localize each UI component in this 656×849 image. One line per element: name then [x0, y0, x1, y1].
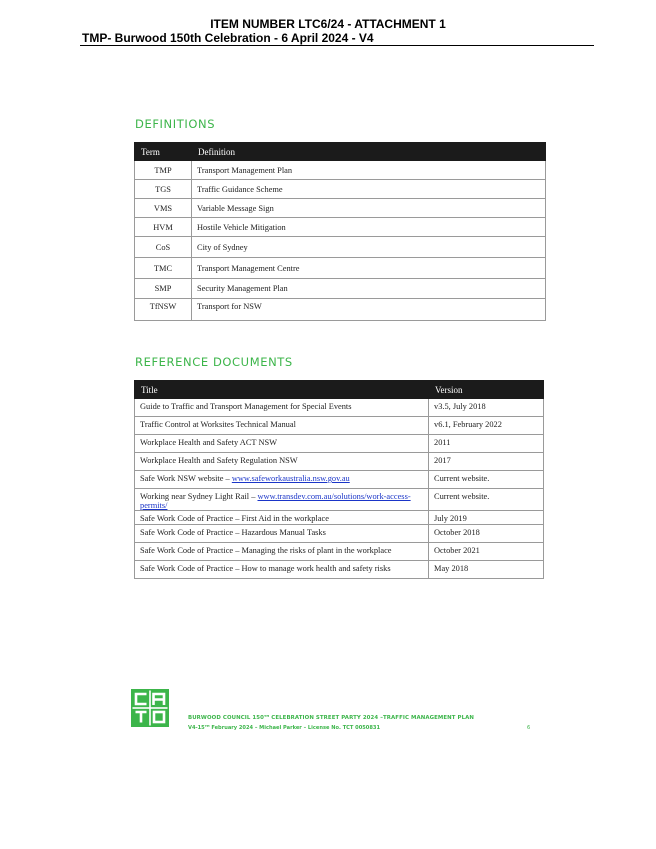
term-cell: SMP: [135, 279, 192, 299]
table-row: [135, 399, 544, 417]
term-cell: TMP: [135, 161, 192, 180]
footer-version-line: V4-15ᵀᴴ February 2024 – Michael Parker – License No. TCT 0050831: [188, 725, 380, 731]
transdev-permits-link[interactable]: www.transdev.com.au/solutions/work-access-permits/: [140, 492, 411, 510]
title-cell: Safe Work Code of Practice – Managing the risks of plant in the workplace: [135, 543, 429, 561]
term-cell: TMC: [135, 258, 192, 279]
table-row: [135, 435, 544, 453]
title-text: Working near Sydney Light Rail –: [140, 492, 258, 501]
version-cell: 2017: [429, 453, 544, 471]
term-cell: TfNSW: [135, 299, 192, 321]
version-cell: Current website.: [429, 489, 544, 511]
table-row: [135, 543, 544, 561]
table-row: [135, 218, 546, 237]
reference-documents-table: [134, 380, 544, 579]
table-row: [135, 489, 544, 511]
table-row: [135, 199, 546, 218]
item-number-heading: ITEM NUMBER LTC6/24 - ATTACHMENT 1: [210, 17, 446, 31]
title-cell: [135, 489, 429, 511]
document-title: TMP- Burwood 150th Celebration - 6 April 2024 - V4: [82, 31, 374, 45]
term-cell: TGS: [135, 180, 192, 199]
term-cell: HVM: [135, 218, 192, 237]
header-divider: [80, 45, 594, 46]
title-text: Safe Work NSW website –: [140, 474, 232, 483]
table-row: [135, 511, 544, 525]
title-cell: Safe Work Code of Practice – Hazardous Manual Tasks: [135, 525, 429, 543]
page-number: 6: [527, 725, 531, 731]
version-cell: v3.5, July 2018: [429, 399, 544, 417]
table-row: [135, 453, 544, 471]
definition-cell: Transport Management Plan: [192, 161, 546, 180]
table-row: [135, 180, 546, 199]
table-row: [135, 417, 544, 435]
table-row: [135, 258, 546, 279]
version-cell: October 2021: [429, 543, 544, 561]
definition-cell: Transport Management Centre: [192, 258, 546, 279]
table-row: [135, 237, 546, 258]
table-header-row: [135, 381, 544, 399]
table-row: [135, 525, 544, 543]
definition-cell: City of Sydney: [192, 237, 546, 258]
version-cell: v6.1, February 2022: [429, 417, 544, 435]
version-cell: October 2018: [429, 525, 544, 543]
table-header-row: [135, 143, 546, 161]
version-cell: May 2018: [429, 561, 544, 579]
term-cell: VMS: [135, 199, 192, 218]
column-header-term: Term: [135, 143, 192, 161]
definition-cell: Hostile Vehicle Mitigation: [192, 218, 546, 237]
table-row: [135, 561, 544, 579]
title-cell: Traffic Control at Worksites Technical Manual: [135, 417, 429, 435]
table-row: [135, 299, 546, 321]
title-cell: [135, 471, 429, 489]
column-header-version: Version: [429, 381, 544, 399]
title-cell: Workplace Health and Safety ACT NSW: [135, 435, 429, 453]
title-cell: Safe Work Code of Practice – How to manage work health and safety risks: [135, 561, 429, 579]
column-header-definition: Definition: [192, 143, 546, 161]
safework-website-link[interactable]: www.safeworkaustralia.nsw.gov.au: [231, 474, 350, 483]
definition-cell: Variable Message Sign: [192, 199, 546, 218]
definitions-heading: DEFINITIONS: [135, 117, 216, 131]
cato-logo-icon: [131, 689, 169, 727]
definition-cell: Transport for NSW: [192, 299, 546, 321]
title-cell: Safe Work Code of Practice – First Aid in the workplace: [135, 511, 429, 525]
table-row: [135, 471, 544, 489]
footer-plan-title: BURWOOD COUNCIL 150ᵀᴴ CELEBRATION STREET PARTY 2024 –TRAFFIC MANAGEMENT PLAN: [188, 715, 475, 721]
version-cell: Current website.: [429, 471, 544, 489]
definitions-table: [134, 142, 546, 321]
reference-documents-heading: REFERENCE DOCUMENTS: [135, 355, 293, 369]
version-cell: July 2019: [429, 511, 544, 525]
version-cell: 2011: [429, 435, 544, 453]
definition-cell: Traffic Guidance Scheme: [192, 180, 546, 199]
title-cell: Guide to Traffic and Transport Management for Special Events: [135, 399, 429, 417]
table-row: [135, 279, 546, 299]
table-row: [135, 161, 546, 180]
column-header-title: Title: [135, 381, 429, 399]
definition-cell: Security Management Plan: [192, 279, 546, 299]
title-cell: Workplace Health and Safety Regulation NSW: [135, 453, 429, 471]
term-cell: CoS: [135, 237, 192, 258]
